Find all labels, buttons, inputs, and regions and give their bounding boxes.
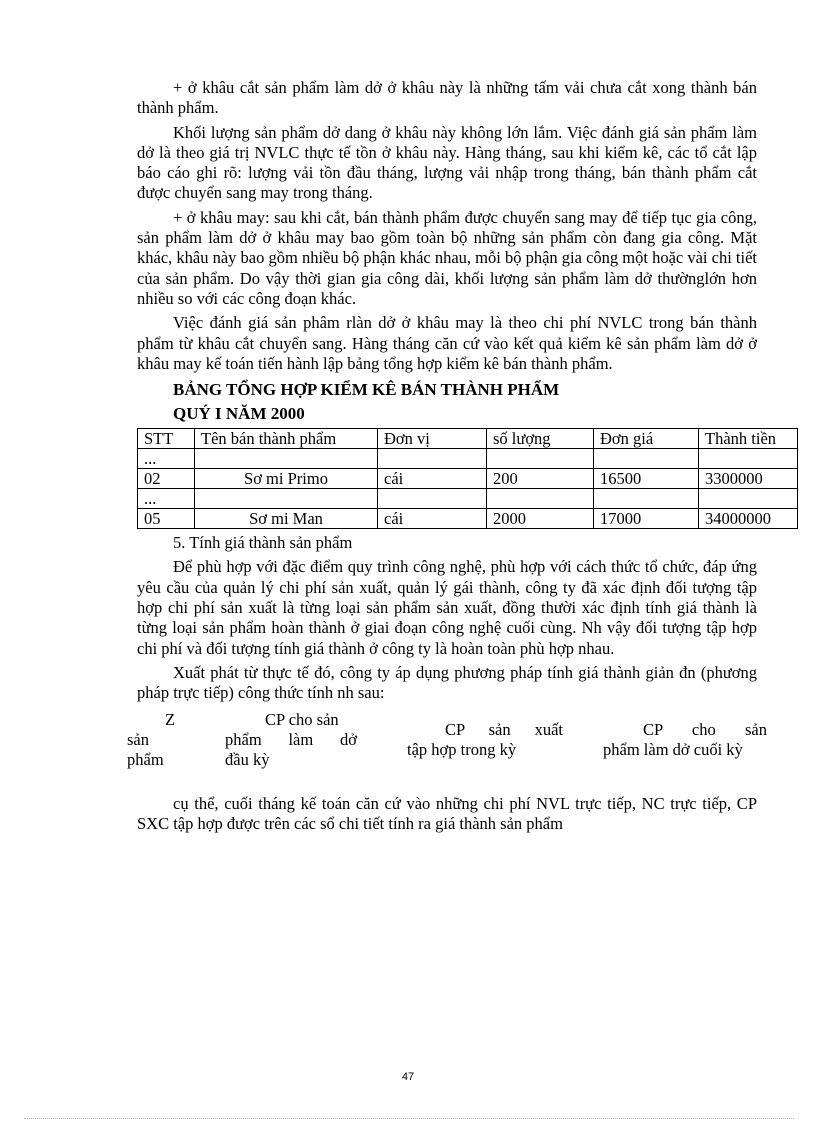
cell-product-name: Sơ mi Man [195, 509, 378, 529]
table-row [138, 509, 798, 529]
section-heading: 5. Tính giá thành sản phẩm [173, 533, 353, 553]
cell-quantity: 200 [487, 469, 594, 489]
page-number: 47 [401, 1071, 415, 1083]
formula-z: Z [165, 709, 176, 729]
table-title-line-2: QUÝ I NĂM 2000 [173, 404, 305, 424]
formula-san: sản [127, 729, 149, 749]
cell-unit-price: 17000 [594, 509, 699, 529]
formula-cp-period-1: CP sản xuất [445, 719, 563, 739]
paragraph-cost-object: Để phù hợp với đặc điểm quy trình công nghệ, phù hợp với cách thức tổ chức, đáp ứng yêu cầu của quản lý chi phí sản xuất, quản lý gái thành, công ty đã xác định đối tượng tập hợp chi phí sản xuất là từng loại sản phẩm sản xuất, đồng thười xác định tính giá thành là từng loại sản phẩm hoàn thành ở giai đoạn công nghệ cuối cùng. Nh vậy đối tượng tập hợp chi phí và đối tượng tính giá thành ở công ty là hoàn toàn phù hợp nhau. [137, 557, 757, 658]
cell-stt: 05 [138, 509, 195, 529]
inventory-table [137, 428, 798, 529]
cell-product-name [195, 489, 378, 509]
cell-unit: cái [378, 469, 487, 489]
page-bottom-divider [24, 1118, 794, 1119]
cell-unit [378, 489, 487, 509]
cell-quantity [487, 449, 594, 469]
header-stt: STT [138, 429, 195, 449]
table-row [138, 469, 798, 489]
formula-cp-begin-2: phẩm làm dở [225, 729, 357, 749]
cell-unit: cái [378, 509, 487, 529]
paragraph-cutting-volume: Khối lượng sản phẩm dở dang ở khâu này không lớn lắm. Việc đánh giá sản phẩm làm dở là theo giá trị NVLC thực tế tồn ở khâu này. Hàng tháng, sau khi kiểm kê, các tổ cắt lập báo cáo ghi rõ: lượng vải tồn đầu tháng, lượng vải nhập trong tháng, bán thành phẩm cắt được chuyển sang may trong tháng. [137, 122, 757, 203]
cell-total [699, 489, 798, 509]
paragraph-sewing-stage: + ở khâu may: sau khi cắt, bán thành phẩm được chuyển sang may để tiếp tục gia công, sản phẩm làm dở ở khâu may bao gồm toàn bộ những sản phẩm còn đang gia công. Mặt khác, khâu này bao gồm nhiều bộ phận khác nhau, mỗi bộ phận gia công một hoặc vài chi tiết của sản phẩm. Do vậy thời gian gia công dài, khối lượng sản phẩm làm dở thườnglớn hơn nhiều so với các công đoạn khác. [137, 207, 757, 308]
paragraph-cutting-stage: + ở khâu cắt sản phẩm làm dở ở khâu này là những tấm vải chưa cắt xong thành bán thành phẩm. [137, 78, 757, 118]
page-content [127, 78, 777, 838]
cell-total [699, 449, 798, 469]
cell-stt: ... [138, 489, 195, 509]
header-quantity: số lượng [487, 429, 594, 449]
header-unit: Đơn vị [378, 429, 487, 449]
table-title-line-1: BẢNG TỔNG HỢP KIỂM KÊ BÁN THÀNH PHẨM [173, 380, 560, 400]
formula-cp-begin-1: CP cho sản [265, 709, 339, 729]
cell-quantity [487, 489, 594, 509]
header-unit-price: Đơn giá [594, 429, 699, 449]
table-row [138, 489, 798, 509]
header-product-name: Tên bán thành phẩm [195, 429, 378, 449]
cell-unit [378, 449, 487, 469]
paragraph-sewing-valuation: Việc đánh giá sản phâm rlàn dở ở khâu may là theo chi phí NVLC trong bán thành phẩm từ khâu cắt chuyển sang. Hàng tháng căn cứ vào kết quả kiểm kê sản phẩm làm dở ở khâu may kế toán tiến hành lập bảng tổng hợp kiểm kê bán thành phẩm. [137, 313, 757, 373]
formula-cp-period-2: tập hợp trong kỳ [407, 739, 517, 759]
cell-quantity: 2000 [487, 509, 594, 529]
formula-cp-begin-3: đầu kỳ [225, 749, 270, 769]
cell-unit-price: 16500 [594, 469, 699, 489]
cost-formula [127, 709, 767, 788]
paragraph-method: Xuất phát từ thực tế đó, công ty áp dụng phương pháp tính giá thành giản đn (phương pháp trực tiếp) công thức tính nh sau: [137, 662, 757, 703]
cell-total: 34000000 [699, 509, 798, 529]
formula-pham: phẩm [127, 749, 164, 769]
cell-stt: 02 [138, 469, 195, 489]
header-total: Thành tiền [699, 429, 798, 449]
cell-product-name [195, 449, 378, 469]
cell-unit-price [594, 449, 699, 469]
formula-cp-end-2: phẩm làm dở cuối kỳ [603, 739, 743, 759]
table-header-row [138, 429, 798, 449]
cell-unit-price [594, 489, 699, 509]
formula-cp-end-1: CP cho sản [643, 719, 767, 739]
table-row [138, 449, 798, 469]
cell-product-name: Sơ mi Primo [195, 469, 378, 489]
cell-stt: ... [138, 449, 195, 469]
paragraph-final: cụ thể, cuối tháng kế toán căn cứ vào những chi phí NVL trực tiếp, NC trực tiếp, CP SXC tập hợp được trên các sổ chi tiết tính ra giá thành sản phẩm [137, 793, 757, 833]
cell-total: 3300000 [699, 469, 798, 489]
